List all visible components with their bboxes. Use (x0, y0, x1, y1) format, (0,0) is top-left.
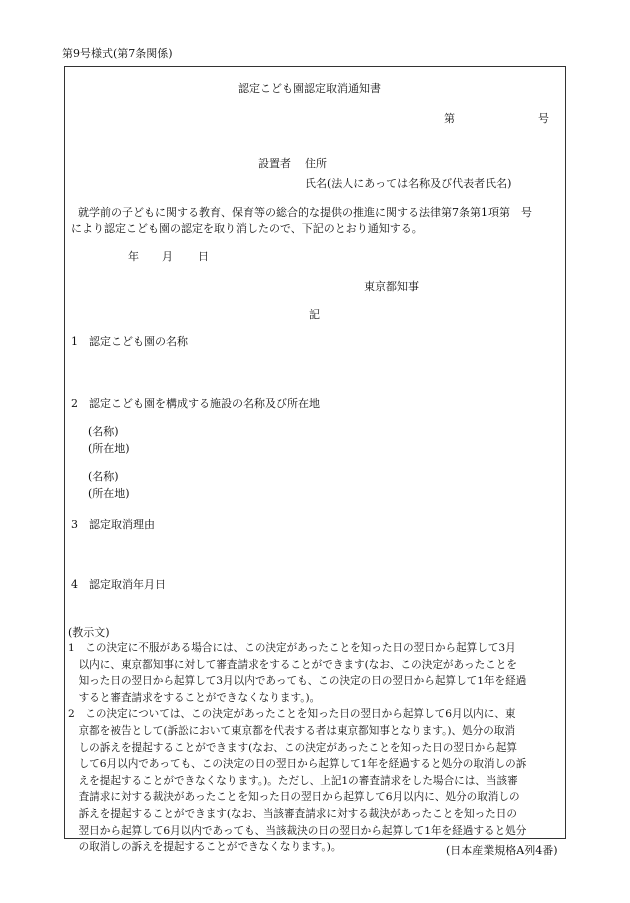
date-month: 月 (162, 250, 173, 263)
form-label: 第9号様式(第7条関係) (62, 47, 173, 60)
document-title: 認定こども園認定取消通知書 (238, 82, 381, 95)
notice-line: 以内に、東京都知事に対して審査請求をすることができます(なお、この決定があったことを (68, 658, 517, 671)
date-year: 年 (128, 250, 139, 263)
notice-line: 査請求に対する裁決があったことを知った日の翌日から起算して6月以内に、処分の取消しの (68, 791, 520, 804)
facility-2-location-label: (所在地) (88, 487, 130, 500)
notice-line: えを提起することができなくなります。)。ただし、上記1の審査請求をした場合には、当該審 (68, 774, 518, 787)
notice-line: 1 この決定に不服がある場合には、この決定があったことを知った日の翌日から起算して3月 (68, 642, 516, 654)
founder-label: 設置者 (258, 157, 291, 170)
body-text-line-2: により認定こども園の認定を取り消したので、下記のとおり通知する。 (71, 222, 423, 235)
date-day: 日 (198, 250, 209, 263)
item-1-facility-name: 1 認定こども園の名称 (71, 335, 188, 348)
notice-line: すると審査請求をすることができなくなります。)。 (68, 691, 321, 704)
notice-line: して6月以内であっても、この決定の日の翌日から起算して1年を経過すると処分の取消しの訴 (68, 758, 527, 771)
facility-2-name-label: (名称) (88, 470, 119, 483)
notice-line: しの訴えを提起することができます(なお、この決定があったことを知った日の翌日から起算 (68, 741, 517, 754)
facility-1-location-label: (所在地) (88, 442, 130, 455)
body-text-line-1: 就学前の子どもに関する教育、保育等の総合的な提供の推進に関する法律第7条第1項第 号 (78, 206, 532, 219)
item-2-facilities: 2 認定こども園を構成する施設の名称及び所在地 (71, 397, 320, 410)
facility-1-name-label: (名称) (88, 425, 119, 438)
notice-line: 京都を被告として(訴訟において東京都を代表する者は東京都知事となります。)、処分の取消 (68, 724, 516, 737)
notice-line: 2 この決定については、この決定があったことを知った日の翌日から起算して6月以内に、東 (68, 708, 516, 721)
item-4-date: 4 認定取消年月日 (71, 578, 166, 591)
issuer: 東京都知事 (364, 280, 419, 293)
footer-standard: (日本産業規格A列4番) (446, 844, 558, 857)
ki-heading: 記 (309, 308, 320, 321)
notice-line: 知った日の翌日から起算して3月以内であっても、この決定の日の翌日から起算して1年を経過 (68, 675, 527, 688)
number-dai: 第 (444, 112, 455, 125)
notice-line: の取消しの訴えを提起することができなくなります。)。 (68, 841, 342, 854)
notice-text (68, 640, 564, 856)
notice-line: 翌日から起算して6月以内であっても、当該裁決の日の翌日から起算して1年を経過すると処分 (68, 824, 527, 837)
notice-line: 訴えを提起することができます(なお、当該審査請求に対する裁決があったことを知った日の (68, 807, 517, 820)
notice-heading: (教示文) (68, 626, 110, 639)
founder-name-label: 氏名(法人にあっては名称及び代表者氏名) (305, 177, 512, 190)
item-3-reason: 3 認定取消理由 (71, 518, 155, 531)
number-go: 号 (538, 112, 549, 125)
founder-address-label: 住所 (305, 157, 327, 170)
